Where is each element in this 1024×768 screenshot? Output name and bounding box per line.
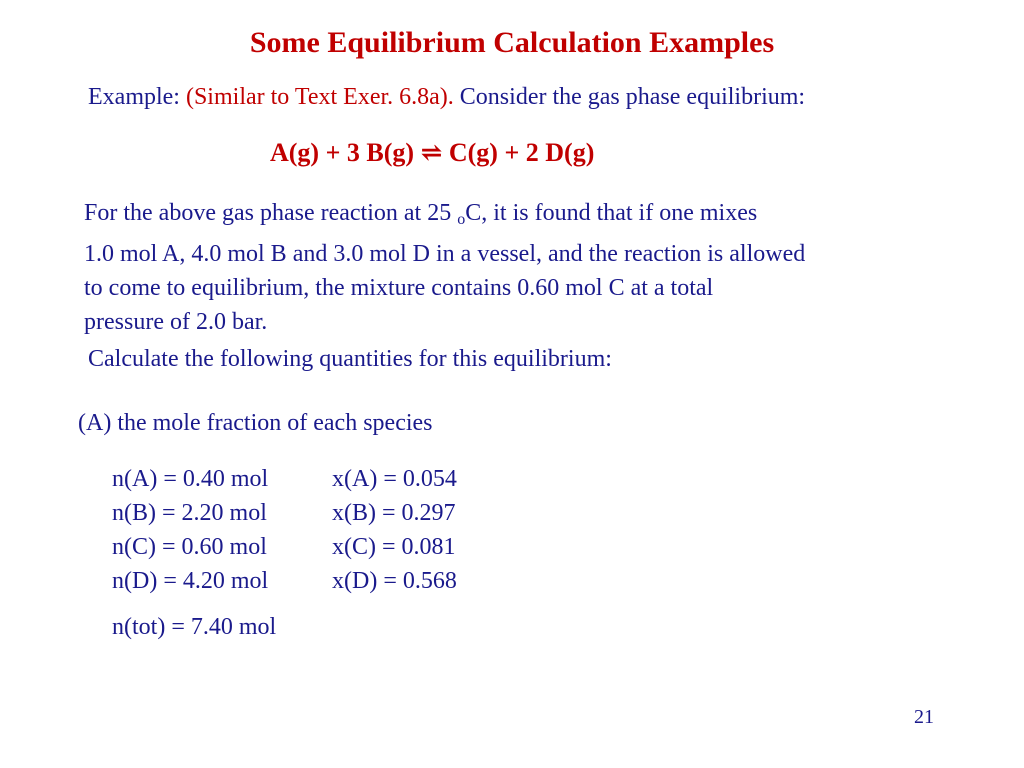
problem-line-3: to come to equilibrium, the mixture contains 0.60 mol C at a total [84, 275, 714, 301]
total-moles: n(tot) = 7.40 mol [112, 614, 277, 640]
equation-reactants: A(g) + 3 B(g) [270, 138, 415, 167]
moles-b: n(B) = 2.20 mol [112, 500, 267, 526]
fraction-b: x(B) = 0.297 [332, 500, 456, 526]
problem-line-4: pressure of 2.0 bar. [84, 309, 268, 335]
example-line [88, 84, 805, 111]
mole-table [112, 462, 457, 598]
moles-c: n(C) = 0.60 mol [112, 534, 267, 560]
mole-row-d [112, 564, 457, 598]
mole-row-a [112, 462, 457, 496]
equation-products: C(g) + 2 D(g) [448, 138, 595, 167]
problem-statement [84, 196, 964, 339]
calculation-intro: Calculate the following quantities for this equilibrium: [88, 346, 612, 372]
example-text: Consider the gas phase equilibrium: [459, 84, 806, 110]
example-label: Example: [88, 84, 180, 110]
problem-line-1 [84, 196, 964, 237]
problem-line-1-start: For the above gas phase reaction at 25 [84, 200, 458, 226]
fraction-c: x(C) = 0.081 [332, 534, 456, 560]
fraction-a: x(A) = 0.054 [332, 466, 457, 492]
problem-line-1-end: C, it is found that if one mixes [465, 200, 758, 226]
problem-line-2: 1.0 mol A, 4.0 mol B and 3.0 mol D in a vessel, and the reaction is allowed [84, 241, 806, 267]
example-reference: (Similar to Text Exer. 6.8a). [185, 84, 454, 110]
mole-row-c [112, 530, 457, 564]
reaction-equation [270, 138, 594, 168]
fraction-d: x(D) = 0.568 [332, 568, 457, 594]
degree-marker: o [457, 211, 466, 228]
moles-d: n(D) = 4.20 mol [112, 568, 269, 594]
mole-row-b [112, 496, 457, 530]
part-a-heading: (A) the mole fraction of each species [78, 410, 433, 436]
moles-a: n(A) = 0.40 mol [112, 466, 269, 492]
slide-title: Some Equilibrium Calculation Examples [249, 26, 775, 59]
page-number: 21 [914, 706, 934, 728]
equilibrium-arrow-icon: ⇌ [420, 138, 443, 167]
